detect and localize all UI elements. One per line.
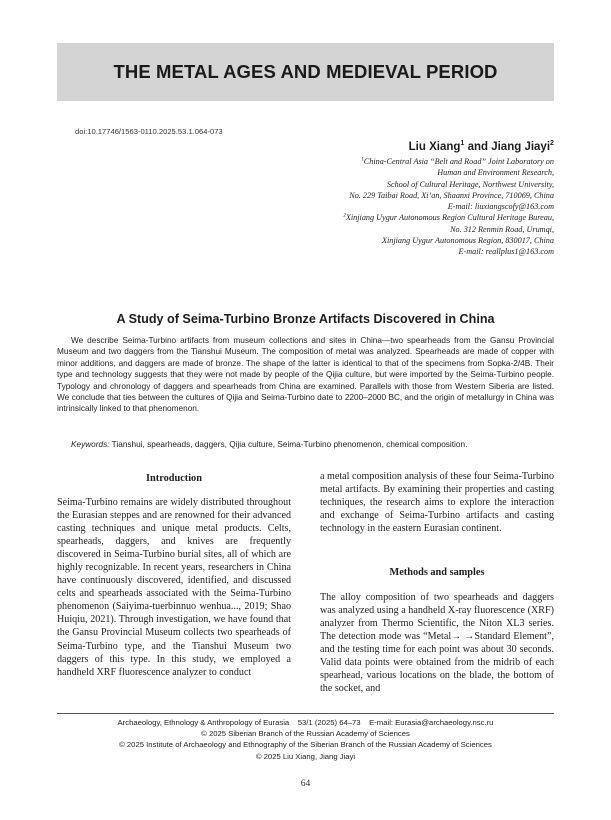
affiliation-2-mark: 2: [343, 212, 346, 219]
authors: [409, 141, 554, 153]
affiliation-2-line: Xinjiang Uygur Autonomous Region, 830017, China: [381, 236, 554, 246]
section-banner: [57, 43, 554, 101]
article-title: A Study of Seima-Turbino Bronze Artifacts Discovered in China: [116, 312, 495, 326]
affiliation-1-email: E-mail: liuxiangscofy@163.com: [447, 202, 554, 212]
author-2-affil-mark: 2: [550, 139, 554, 148]
footer: [57, 717, 554, 762]
author-connector: and: [464, 141, 492, 153]
methods-heading: Methods and samples: [389, 567, 485, 578]
page-number: 64: [300, 779, 311, 789]
keywords: [57, 439, 554, 450]
author-1: Liu Xiang: [408, 141, 461, 153]
affiliation-2-email: E-mail: reallplus1@163.com: [458, 247, 554, 257]
author-1-affil-mark: 1: [460, 139, 465, 148]
keywords-text: Tianshui, spearheads, daggers, Qijia culture, Seima-Turbino phenomenon, chemical composition.: [109, 440, 468, 449]
introduction-paragraph: Seima-Turbino remains are widely distributed throughout the Eurasian steppes and are renowned for their advanced casting techniques and unique metal products. Celts, spearheads, daggers, and knives are frequently discovered in Seima-Turbino burial sites, all of which are highly recognizable. In recent years, researchers in China have continuously discovered, identified, and discussed celts and spearheads associated with the Seima-Turbino phenomenon (Saiyima-tuerbinnuo wenhua..., 2019; Shao Huiqiu, 2021). Through investigation, we have found that the Gansu Provincial Museum collects two spearheads of Seima-Turbino type, and the Tianshui Museum two daggers of this type. In this study, we employed a handheld XRF fluorescence analyzer to conduct: [57, 497, 291, 678]
right-column-paragraph-1: a metal composition analysis of these four Seima-Turbino metal artifacts. By examining their properties and casting techniques, the research aims to explore the interaction and exchange of Seima-Turbino artifacts and casting technology in the eastern Eurasian continent.: [320, 471, 554, 535]
abstract: We describe Seima-Turbino artifacts from museum collections and sites in China—two spearheads from the Gansu Provincial Museum and two daggers from the Tianshui Museum. The composition of metal was analyzed. Spearheads are made of copper with minor additions, and daggers are made of bronze. The shape of the latter is identical to that of the specimens from Sopka-2/4B. Their type and technology suggests that they were not made by people of the Qijia culture, but were imported by the Seima-Turbino people. Typology and chronology of daggers and spearheads from China are examined. Parallels with those from Western Siberia are listed. We conclude that ties between the cultures of Qijia and Seima-Turbino date to 2200–2000 BC, and the origin of metallurgy in China was intrinsically linked to that phenomenon.: [57, 336, 554, 414]
footer-copyright: © 2025 Liu Xiang, Jiang Jiayi: [255, 751, 356, 761]
footer-divider: [57, 713, 554, 714]
footer-copyright: © 2025 Siberian Branch of the Russian Academy of Sciences: [201, 729, 410, 739]
affiliation-1-line: No. 229 Taibai Road, Xi’an, Shaanxi Province, 710069, China: [349, 190, 554, 200]
section-title: THE METAL AGES AND MEDIEVAL PERIOD: [113, 61, 498, 82]
affiliation-1-line: Human and Environment Research,: [437, 168, 554, 178]
affiliation-1-line: School of Cultural Heritage, Northwest University,: [386, 179, 554, 189]
doi: doi:10.17746/1563-0110.2025.53.1.064-073: [75, 127, 223, 136]
footer-journal: Archaeology, Ethnology & Anthropology of Eurasia 53/1 (2025) 64–73 E-mail: Eurasia@archaeology.nsc.ru: [117, 718, 494, 727]
affiliation-2-line: No. 312 Renmin Road, Urumqi,: [450, 224, 554, 234]
right-column-paragraph-2: The alloy composition of two spearheads and daggers was analyzed using a handheld X-ray fluorescence (XRF) analyzer from Thermo Scientific, the Niton XL3 series. The detection mode was “Metal→ →Standard Element”, and the testing time for each point was about 30 seconds. Valid data points were obtained from the midrib of each spearhead, various locations on the blade, the bottom of the socket, and: [320, 592, 554, 695]
affiliations: [234, 156, 554, 258]
keywords-label: Keywords:: [71, 440, 110, 449]
introduction-heading: Introduction: [146, 473, 202, 484]
affiliation-2-line: $^2$Xinjiang Uygur Autonomous Region Cultural Heritage Bureau,: [343, 212, 554, 223]
affiliation-1-mark: 1: [361, 156, 364, 163]
footer-copyright: © 2025 Institute of Archaeology and Ethnography of the Siberian Branch of the Russian Academy of Sciences: [119, 740, 492, 750]
author-2: Jiang Jiayi: [491, 141, 551, 153]
affiliation-1-line: $^1$China-Central Asia “Belt and Road” Joint Laboratory on: [361, 156, 554, 166]
